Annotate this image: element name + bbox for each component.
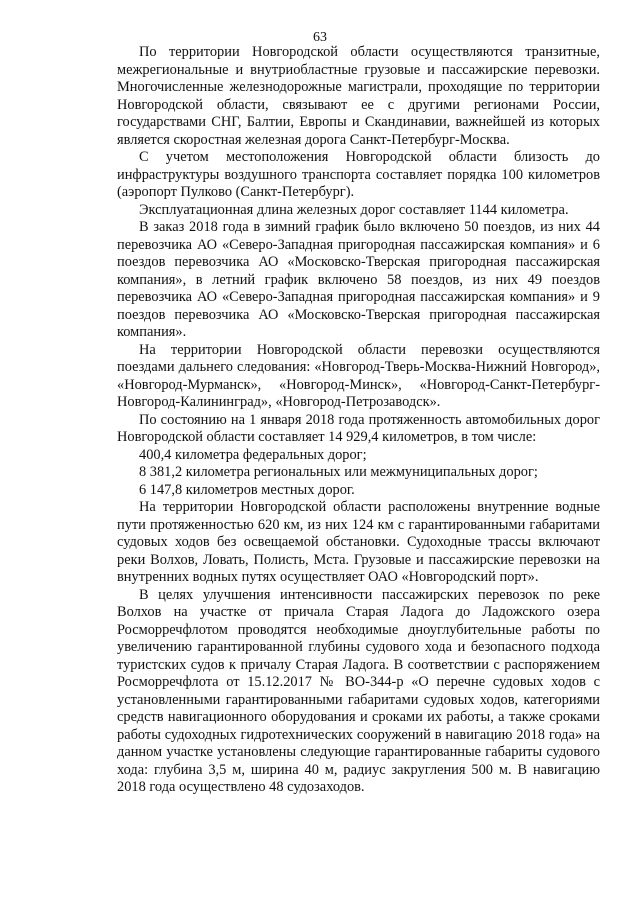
paragraph-long-distance-trains: На территории Новгородской области перевозки осуществляются поездами дальнего следования: «Новгород-Тверь-Москва-Нижний Новгород», «Новгород-Мурманск», «Новгород-Минск», «Новгород-Санкт-Петербург-Новгород-Калининград», «Новгород-Петрозаводск». bbox=[117, 341, 600, 410]
paragraph-road-length: По состоянию на 1 января 2018 года протяженность автомобильных дорог Новгородской области составляет 14 929,4 километров, в том числе: bbox=[117, 411, 600, 445]
document-body bbox=[117, 44, 600, 797]
paragraph-railway-length: Эксплуатационная длина железных дорог составляет 1144 километра. bbox=[139, 201, 569, 218]
list-item-federal-roads: 400,4 километра федеральных дорог; bbox=[139, 446, 367, 463]
page-number: 63 bbox=[313, 30, 327, 45]
list-item-local-roads: 6 147,8 километров местных дорог. bbox=[139, 481, 355, 498]
paragraph-train-schedule: В заказ 2018 года в зимний график было включено 50 поездов, из них 44 перевозчика АО «Северо-Западная пригородная пассажирская компания» и 6 поездов перевозчика АО «Московско-Тверская пригородная пассажирская компания», в летний график включено 58 поездов, из них 49 поездов перевозчика АО «Северо-Западная пригородная пассажирская компания» и 9 поездов перевозчика АО «Московско-Тверская пригородная пассажирская компания». bbox=[117, 219, 600, 340]
list-item-regional-roads: 8 381,2 километра региональных или межмуниципальных дорог; bbox=[139, 464, 538, 480]
paragraph-volkhov-river: В целях улучшения интенсивности пассажирских перевозок по реке Волхов на участке от причала Старая Ладога до Ладожского озера Росморречфлотом проводятся необходимые дноуглубительные работы по увеличению гарантированной глубины судового хода и безопасного подхода туристских судов к причалу Старая Ладога. В соответствии с распоряжением Росморречфлота от 15.12.2017 № ВО-344-р «О перечне судовых ходов с установленными гарантированными габаритами судовых ходов, категориями средств навигационного оборудования и сроками их работы, а также сроками работы судоходных гидротехнических сооружений в навигацию 2018 года» на данном участке установлены следующие гарантированные габариты судового хода: глубина 3,5 м, ширина 40 м, радиус закругления 500 м. В навигацию 2018 года осуществлено 48 судозаходов. bbox=[117, 586, 600, 795]
paragraph-waterways: На территории Новгородской области расположены внутренние водные пути протяженностью 620 км, из них 124 км с гарантированными габаритами судовых ходов без освещаемой обстановки. Судоходные трассы включают реки Волхов, Ловать, Полисть, Мста. Грузовые и пассажирские перевозки на внутренних водных путях осуществляет ОАО «Новгородский порт». bbox=[117, 499, 600, 585]
paragraph-air-transport: С учетом местоположения Новгородской области близость до инфраструктуры воздушного транспорта составляет порядка 100 километров (аэропорт Пулково (Санкт-Петербург). bbox=[117, 149, 600, 200]
paragraph-transit: По территории Новгородской области осуществляются транзитные, межрегиональные и внутриобластные грузовые и пассажирские перевозки. Многочисленные железнодорожные магистрали, проходящие по территории Новгородской области, связывают ее с другими регионами России, государствами СНГ, Балтии, Европы и Скандинавии, важнейшей из которых является скоростная железная дорога Санкт-Петербург-Москва. bbox=[117, 44, 600, 148]
